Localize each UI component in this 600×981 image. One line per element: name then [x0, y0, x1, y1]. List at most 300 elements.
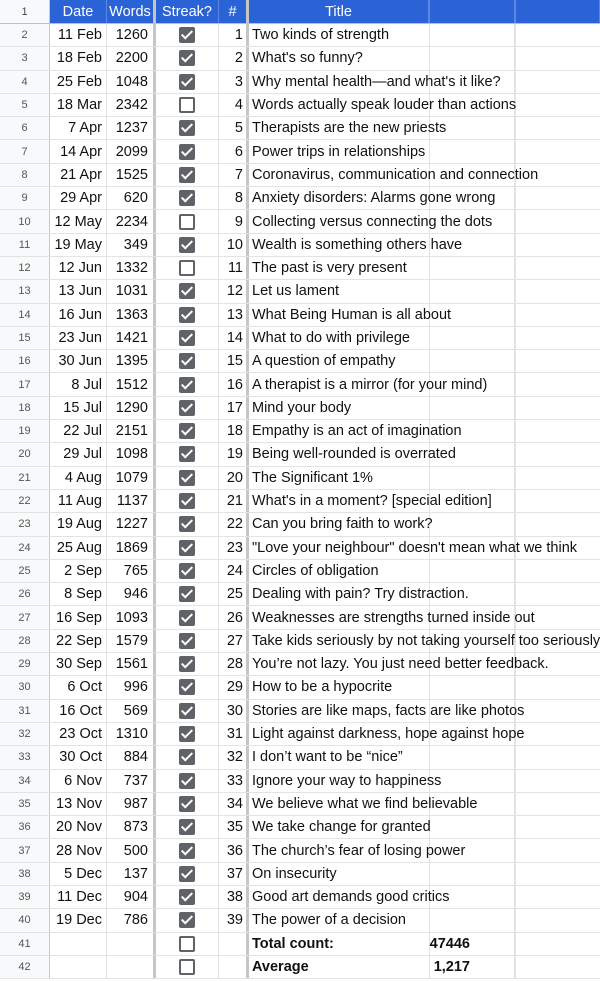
checked-checkbox[interactable]: [179, 563, 195, 579]
title-cell[interactable]: The past is very present: [252, 260, 407, 277]
streak-cell[interactable]: [156, 723, 219, 745]
empty-cell[interactable]: [515, 373, 600, 395]
index-cell[interactable]: 26: [219, 606, 249, 628]
empty-cell[interactable]: [429, 909, 515, 931]
title-cell[interactable]: Take kids seriously by not taking yourself too seriously: [252, 632, 600, 649]
streak-cell[interactable]: [156, 420, 219, 442]
date-cell[interactable]: 30 Oct: [50, 746, 107, 768]
streak-cell[interactable]: [156, 560, 219, 582]
unchecked-checkbox[interactable]: [179, 214, 195, 230]
empty-cell[interactable]: [515, 700, 600, 722]
streak-cell[interactable]: [156, 257, 219, 279]
checked-checkbox[interactable]: [179, 726, 195, 742]
date-cell[interactable]: 29 Jul: [50, 443, 107, 465]
empty-cell[interactable]: [515, 956, 600, 978]
empty-cell[interactable]: [515, 746, 600, 768]
checked-checkbox[interactable]: [179, 377, 195, 393]
unchecked-checkbox[interactable]: [179, 260, 195, 276]
empty-cell[interactable]: [515, 490, 600, 512]
column-header-index[interactable]: #: [219, 0, 249, 23]
date-cell[interactable]: 19 Dec: [50, 909, 107, 931]
streak-cell[interactable]: [156, 187, 219, 209]
title-cell[interactable]: Mind your body: [252, 399, 352, 416]
words-cell[interactable]: 1561: [107, 653, 156, 675]
date-cell[interactable]: 19 May: [50, 234, 107, 256]
row-number[interactable]: 33: [0, 746, 50, 768]
date-cell[interactable]: [50, 956, 107, 978]
empty-cell[interactable]: [515, 140, 600, 162]
row-number[interactable]: 2: [0, 24, 50, 46]
words-cell[interactable]: 620: [107, 187, 156, 209]
words-cell[interactable]: 946: [107, 583, 156, 605]
streak-cell[interactable]: [156, 606, 219, 628]
index-cell[interactable]: 37: [219, 863, 249, 885]
streak-cell[interactable]: [156, 140, 219, 162]
checked-checkbox[interactable]: [179, 400, 195, 416]
streak-cell[interactable]: [156, 397, 219, 419]
checked-checkbox[interactable]: [179, 843, 195, 859]
streak-cell[interactable]: [156, 956, 219, 978]
title-cell[interactable]: How to be a hypocrite: [252, 679, 393, 696]
row-number[interactable]: 5: [0, 94, 50, 116]
empty-cell[interactable]: [515, 187, 600, 209]
checked-checkbox[interactable]: [179, 610, 195, 626]
streak-cell[interactable]: [156, 443, 219, 465]
words-cell[interactable]: 1310: [107, 723, 156, 745]
date-cell[interactable]: 8 Sep: [50, 583, 107, 605]
index-cell[interactable]: 3: [219, 71, 249, 93]
words-cell[interactable]: 1098: [107, 443, 156, 465]
words-cell[interactable]: 1079: [107, 467, 156, 489]
date-cell[interactable]: 2 Sep: [50, 560, 107, 582]
words-cell[interactable]: 873: [107, 816, 156, 838]
empty-cell[interactable]: [515, 420, 600, 442]
date-cell[interactable]: 6 Nov: [50, 770, 107, 792]
checked-checkbox[interactable]: [179, 237, 195, 253]
empty-header-cell[interactable]: [429, 0, 515, 23]
index-cell[interactable]: 18: [219, 420, 249, 442]
words-cell[interactable]: 137: [107, 863, 156, 885]
index-cell[interactable]: 31: [219, 723, 249, 745]
streak-cell[interactable]: [156, 47, 219, 69]
streak-cell[interactable]: [156, 467, 219, 489]
row-number[interactable]: 41: [0, 933, 50, 955]
title-cell[interactable]: What Being Human is all about: [252, 306, 452, 323]
row-number[interactable]: 6: [0, 117, 50, 139]
empty-cell[interactable]: [515, 467, 600, 489]
words-cell[interactable]: 1137: [107, 490, 156, 512]
checked-checkbox[interactable]: [179, 423, 195, 439]
date-cell[interactable]: 5 Dec: [50, 863, 107, 885]
date-cell[interactable]: 25 Feb: [50, 71, 107, 93]
index-cell[interactable]: 36: [219, 839, 249, 861]
row-number[interactable]: 19: [0, 420, 50, 442]
words-cell[interactable]: 2342: [107, 94, 156, 116]
title-cell[interactable]: I don’t want to be “nice”: [252, 749, 403, 766]
empty-cell[interactable]: [515, 397, 600, 419]
checked-checkbox[interactable]: [179, 656, 195, 672]
streak-cell[interactable]: [156, 676, 219, 698]
title-cell[interactable]: Light against darkness, hope against hope: [252, 726, 525, 743]
index-cell[interactable]: [219, 956, 249, 978]
words-cell[interactable]: 1290: [107, 397, 156, 419]
empty-cell[interactable]: [429, 467, 515, 489]
words-cell[interactable]: 2234: [107, 210, 156, 232]
checked-checkbox[interactable]: [179, 819, 195, 835]
checked-checkbox[interactable]: [179, 50, 195, 66]
empty-cell[interactable]: [515, 280, 600, 302]
streak-cell[interactable]: [156, 350, 219, 372]
index-cell[interactable]: 16: [219, 373, 249, 395]
date-cell[interactable]: 23 Oct: [50, 723, 107, 745]
title-cell[interactable]: The power of a decision: [252, 912, 406, 929]
index-cell[interactable]: 4: [219, 94, 249, 116]
row-number[interactable]: 28: [0, 630, 50, 652]
streak-cell[interactable]: [156, 653, 219, 675]
checked-checkbox[interactable]: [179, 283, 195, 299]
streak-cell[interactable]: [156, 863, 219, 885]
index-cell[interactable]: 1: [219, 24, 249, 46]
empty-cell[interactable]: [515, 839, 600, 861]
unchecked-checkbox[interactable]: [179, 959, 195, 975]
words-cell[interactable]: 569: [107, 700, 156, 722]
words-cell[interactable]: 1237: [107, 117, 156, 139]
index-cell[interactable]: 20: [219, 467, 249, 489]
row-number[interactable]: 15: [0, 327, 50, 349]
empty-header-cell[interactable]: [515, 0, 600, 23]
date-cell[interactable]: 16 Oct: [50, 700, 107, 722]
checked-checkbox[interactable]: [179, 586, 195, 602]
words-cell[interactable]: [107, 956, 156, 978]
empty-cell[interactable]: [515, 583, 600, 605]
checked-checkbox[interactable]: [179, 353, 195, 369]
empty-cell[interactable]: [429, 397, 515, 419]
empty-cell[interactable]: [515, 24, 600, 46]
checked-checkbox[interactable]: [179, 889, 195, 905]
date-cell[interactable]: 22 Jul: [50, 420, 107, 442]
empty-cell[interactable]: [429, 816, 515, 838]
title-cell[interactable]: Can you bring faith to work?: [252, 516, 433, 533]
empty-cell[interactable]: [515, 793, 600, 815]
title-cell[interactable]: "Love your neighbour" doesn't mean what we think: [252, 539, 578, 556]
index-cell[interactable]: 25: [219, 583, 249, 605]
streak-cell[interactable]: [156, 630, 219, 652]
words-cell[interactable]: 1525: [107, 164, 156, 186]
empty-cell[interactable]: [515, 94, 600, 116]
index-cell[interactable]: 33: [219, 770, 249, 792]
index-cell[interactable]: [219, 933, 249, 955]
index-cell[interactable]: 9: [219, 210, 249, 232]
date-cell[interactable]: 29 Apr: [50, 187, 107, 209]
empty-cell[interactable]: [515, 350, 600, 372]
row-number[interactable]: 21: [0, 467, 50, 489]
words-cell[interactable]: 1395: [107, 350, 156, 372]
empty-cell[interactable]: [515, 676, 600, 698]
title-cell[interactable]: What's so funny?: [252, 50, 363, 67]
row-number[interactable]: 32: [0, 723, 50, 745]
empty-cell[interactable]: [429, 280, 515, 302]
title-cell[interactable]: Collecting versus connecting the dots: [252, 213, 493, 230]
index-cell[interactable]: 14: [219, 327, 249, 349]
title-cell[interactable]: Why mental health—and what's it like?: [252, 73, 501, 90]
date-cell[interactable]: 23 Jun: [50, 327, 107, 349]
words-cell[interactable]: 2151: [107, 420, 156, 442]
index-cell[interactable]: 19: [219, 443, 249, 465]
column-header-title[interactable]: Title: [249, 0, 429, 23]
empty-cell[interactable]: [429, 770, 515, 792]
date-cell[interactable]: 15 Jul: [50, 397, 107, 419]
streak-cell[interactable]: [156, 793, 219, 815]
empty-cell[interactable]: [429, 140, 515, 162]
title-cell[interactable]: Circles of obligation: [252, 562, 379, 579]
index-cell[interactable]: 28: [219, 653, 249, 675]
streak-cell[interactable]: [156, 513, 219, 535]
empty-cell[interactable]: [429, 24, 515, 46]
checked-checkbox[interactable]: [179, 446, 195, 462]
row-number-header[interactable]: 1: [0, 0, 50, 23]
title-cell[interactable]: The Significant 1%: [252, 469, 373, 486]
empty-cell[interactable]: [515, 47, 600, 69]
row-number[interactable]: 36: [0, 816, 50, 838]
empty-cell[interactable]: [515, 770, 600, 792]
streak-cell[interactable]: [156, 280, 219, 302]
streak-cell[interactable]: [156, 373, 219, 395]
index-cell[interactable]: 5: [219, 117, 249, 139]
checked-checkbox[interactable]: [179, 120, 195, 136]
row-number[interactable]: 22: [0, 490, 50, 512]
empty-cell[interactable]: [429, 560, 515, 582]
title-cell[interactable]: Power trips in relationships: [252, 143, 426, 160]
title-cell[interactable]: Words actually speak louder than actions: [252, 97, 517, 114]
words-cell[interactable]: 1579: [107, 630, 156, 652]
row-number[interactable]: 38: [0, 863, 50, 885]
unchecked-checkbox[interactable]: [179, 936, 195, 952]
checked-checkbox[interactable]: [179, 773, 195, 789]
row-number[interactable]: 3: [0, 47, 50, 69]
row-number[interactable]: 39: [0, 886, 50, 908]
title-cell[interactable]: On insecurity: [252, 865, 337, 882]
date-cell[interactable]: 19 Aug: [50, 513, 107, 535]
date-cell[interactable]: 4 Aug: [50, 467, 107, 489]
words-cell[interactable]: 500: [107, 839, 156, 861]
index-cell[interactable]: 15: [219, 350, 249, 372]
index-cell[interactable]: 34: [219, 793, 249, 815]
streak-cell[interactable]: [156, 71, 219, 93]
empty-cell[interactable]: [515, 71, 600, 93]
checked-checkbox[interactable]: [179, 167, 195, 183]
streak-cell[interactable]: [156, 839, 219, 861]
row-number[interactable]: 17: [0, 373, 50, 395]
empty-cell[interactable]: [429, 350, 515, 372]
index-cell[interactable]: 21: [219, 490, 249, 512]
empty-cell[interactable]: [515, 560, 600, 582]
words-cell[interactable]: 1093: [107, 606, 156, 628]
words-cell[interactable]: 1260: [107, 24, 156, 46]
checked-checkbox[interactable]: [179, 796, 195, 812]
index-cell[interactable]: 6: [219, 140, 249, 162]
title-cell[interactable]: We take change for granted: [252, 819, 431, 836]
words-cell[interactable]: 786: [107, 909, 156, 931]
row-number[interactable]: 23: [0, 513, 50, 535]
empty-cell[interactable]: [515, 723, 600, 745]
streak-cell[interactable]: [156, 886, 219, 908]
empty-cell[interactable]: [515, 304, 600, 326]
words-cell[interactable]: 737: [107, 770, 156, 792]
streak-cell[interactable]: [156, 24, 219, 46]
title-cell[interactable]: Good art demands good critics: [252, 889, 450, 906]
checked-checkbox[interactable]: [179, 703, 195, 719]
row-number[interactable]: 4: [0, 71, 50, 93]
row-number[interactable]: 29: [0, 653, 50, 675]
title-cell[interactable]: We believe what we find believable: [252, 795, 478, 812]
date-cell[interactable]: 13 Jun: [50, 280, 107, 302]
title-cell[interactable]: Being well-rounded is overrated: [252, 446, 456, 463]
streak-cell[interactable]: [156, 816, 219, 838]
empty-cell[interactable]: [429, 746, 515, 768]
row-number[interactable]: 11: [0, 234, 50, 256]
index-cell[interactable]: 39: [219, 909, 249, 931]
checked-checkbox[interactable]: [179, 679, 195, 695]
title-cell[interactable]: Two kinds of strength: [252, 27, 390, 44]
streak-cell[interactable]: [156, 164, 219, 186]
index-cell[interactable]: 32: [219, 746, 249, 768]
words-cell[interactable]: 1512: [107, 373, 156, 395]
streak-cell[interactable]: [156, 304, 219, 326]
empty-cell[interactable]: [515, 513, 600, 535]
column-header-streak[interactable]: Streak?: [156, 0, 219, 23]
empty-cell[interactable]: [515, 909, 600, 931]
date-cell[interactable]: [50, 933, 107, 955]
empty-cell[interactable]: [515, 327, 600, 349]
row-number[interactable]: 24: [0, 537, 50, 559]
words-cell[interactable]: 349: [107, 234, 156, 256]
column-header-date[interactable]: Date: [50, 0, 107, 23]
row-number[interactable]: 31: [0, 700, 50, 722]
empty-cell[interactable]: [515, 443, 600, 465]
index-cell[interactable]: 29: [219, 676, 249, 698]
words-cell[interactable]: 1332: [107, 257, 156, 279]
empty-cell[interactable]: [515, 886, 600, 908]
checked-checkbox[interactable]: [179, 190, 195, 206]
title-cell[interactable]: What to do with privilege: [252, 330, 410, 346]
row-number[interactable]: 10: [0, 210, 50, 232]
checked-checkbox[interactable]: [179, 912, 195, 928]
index-cell[interactable]: 35: [219, 816, 249, 838]
title-cell[interactable]: Coronavirus, communication and connection: [252, 166, 539, 183]
index-cell[interactable]: 38: [219, 886, 249, 908]
date-cell[interactable]: 11 Aug: [50, 490, 107, 512]
checked-checkbox[interactable]: [179, 493, 195, 509]
row-number[interactable]: 25: [0, 560, 50, 582]
title-cell[interactable]: What's in a moment? [special edition]: [252, 493, 492, 510]
date-cell[interactable]: 8 Jul: [50, 373, 107, 395]
date-cell[interactable]: 21 Apr: [50, 164, 107, 186]
streak-cell[interactable]: [156, 117, 219, 139]
row-number[interactable]: 18: [0, 397, 50, 419]
words-cell[interactable]: [107, 933, 156, 955]
streak-cell[interactable]: [156, 94, 219, 116]
empty-cell[interactable]: [515, 816, 600, 838]
row-number[interactable]: 9: [0, 187, 50, 209]
title-cell[interactable]: The church’s fear of losing power: [252, 842, 466, 859]
checked-checkbox[interactable]: [179, 330, 195, 346]
column-header-words[interactable]: Words: [107, 0, 156, 23]
words-cell[interactable]: 765: [107, 560, 156, 582]
row-number[interactable]: 26: [0, 583, 50, 605]
title-cell[interactable]: Empathy is an act of imagination: [252, 423, 462, 440]
checked-checkbox[interactable]: [179, 516, 195, 532]
empty-cell[interactable]: [515, 863, 600, 885]
date-cell[interactable]: 11 Feb: [50, 24, 107, 46]
empty-cell[interactable]: [515, 933, 600, 955]
streak-cell[interactable]: [156, 583, 219, 605]
checked-checkbox[interactable]: [179, 74, 195, 90]
title-cell[interactable]: Therapists are the new priests: [252, 120, 447, 137]
date-cell[interactable]: 16 Jun: [50, 304, 107, 326]
index-cell[interactable]: 27: [219, 630, 249, 652]
streak-cell[interactable]: [156, 700, 219, 722]
checked-checkbox[interactable]: [179, 749, 195, 765]
row-number[interactable]: 27: [0, 606, 50, 628]
date-cell[interactable]: 18 Mar: [50, 94, 107, 116]
row-number[interactable]: 8: [0, 164, 50, 186]
checked-checkbox[interactable]: [179, 144, 195, 160]
title-cell[interactable]: Weaknesses are strengths turned inside out: [252, 609, 535, 626]
words-cell[interactable]: 904: [107, 886, 156, 908]
words-cell[interactable]: 1869: [107, 537, 156, 559]
row-number[interactable]: 42: [0, 956, 50, 978]
title-cell[interactable]: A therapist is a mirror (for your mind): [252, 376, 488, 393]
empty-cell[interactable]: [429, 327, 515, 349]
index-cell[interactable]: 17: [219, 397, 249, 419]
words-cell[interactable]: 1363: [107, 304, 156, 326]
words-cell[interactable]: 987: [107, 793, 156, 815]
date-cell[interactable]: 14 Apr: [50, 140, 107, 162]
title-cell[interactable]: Ignore your way to happiness: [252, 772, 442, 789]
index-cell[interactable]: 10: [219, 234, 249, 256]
date-cell[interactable]: 18 Feb: [50, 47, 107, 69]
title-cell[interactable]: Anxiety disorders: Alarms gone wrong: [252, 190, 496, 207]
title-cell[interactable]: You’re not lazy. You just need better feedback.: [252, 656, 549, 673]
streak-cell[interactable]: [156, 210, 219, 232]
title-cell[interactable]: A question of empathy: [252, 353, 396, 370]
index-cell[interactable]: 12: [219, 280, 249, 302]
empty-cell[interactable]: [515, 210, 600, 232]
unchecked-checkbox[interactable]: [179, 97, 195, 113]
date-cell[interactable]: 7 Apr: [50, 117, 107, 139]
empty-cell[interactable]: [429, 257, 515, 279]
words-cell[interactable]: 996: [107, 676, 156, 698]
date-cell[interactable]: 28 Nov: [50, 839, 107, 861]
date-cell[interactable]: 11 Dec: [50, 886, 107, 908]
date-cell[interactable]: 30 Jun: [50, 350, 107, 372]
streak-cell[interactable]: [156, 909, 219, 931]
streak-cell[interactable]: [156, 537, 219, 559]
words-cell[interactable]: 1227: [107, 513, 156, 535]
empty-cell[interactable]: [429, 47, 515, 69]
row-number[interactable]: 13: [0, 280, 50, 302]
index-cell[interactable]: 24: [219, 560, 249, 582]
index-cell[interactable]: 23: [219, 537, 249, 559]
empty-cell[interactable]: [429, 863, 515, 885]
date-cell[interactable]: 16 Sep: [50, 606, 107, 628]
index-cell[interactable]: 13: [219, 304, 249, 326]
index-cell[interactable]: 22: [219, 513, 249, 535]
row-number[interactable]: 12: [0, 257, 50, 279]
row-number[interactable]: 37: [0, 839, 50, 861]
row-number[interactable]: 7: [0, 140, 50, 162]
streak-cell[interactable]: [156, 490, 219, 512]
